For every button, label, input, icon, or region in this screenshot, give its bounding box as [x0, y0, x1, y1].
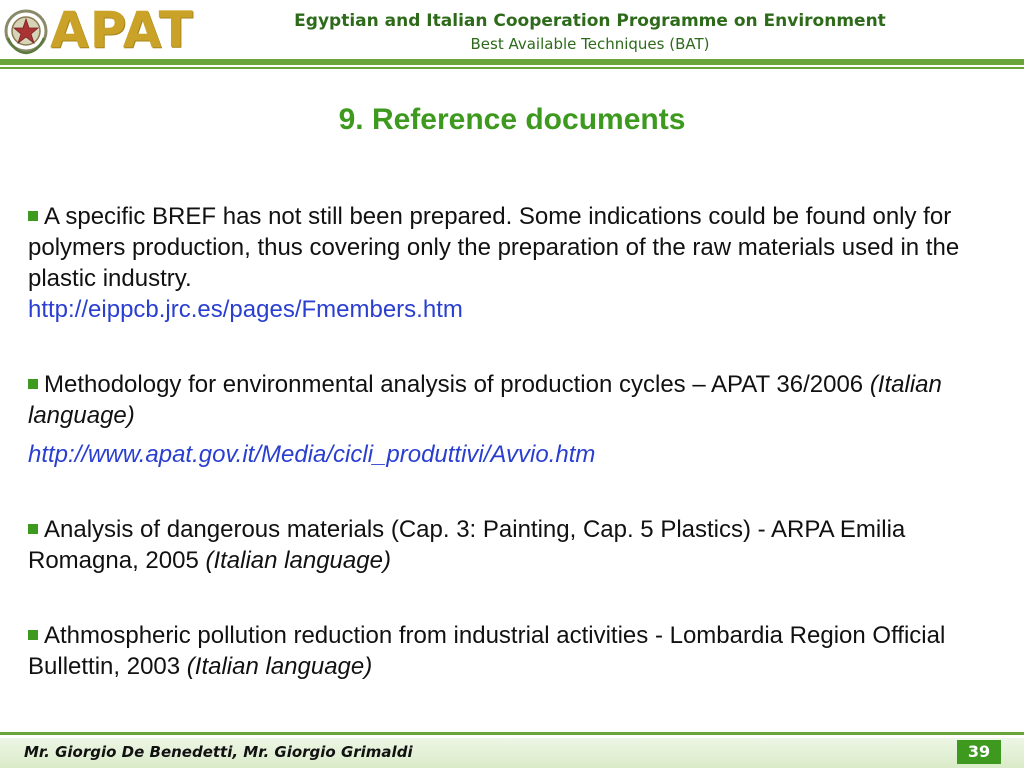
reference-item [28, 369, 998, 470]
header-divider-thin [0, 67, 1024, 69]
header-divider [0, 59, 1024, 65]
header-title: Egyptian and Italian Cooperation Programme on Environment [294, 11, 886, 31]
language-note: (Italian language) [205, 547, 391, 574]
reference-link[interactable]: http://www.apat.gov.it/Media/cicli_produttivi/Avvio.htm [28, 441, 596, 468]
square-bullet-icon [28, 211, 38, 221]
reference-text: A specific BREF has not still been prepared. Some indications could be found only for polymers production, thus covering only the preparation of the raw materials used in the plastic industry. [28, 203, 960, 292]
header-subtitle: Best Available Techniques (BAT) [470, 35, 710, 53]
footer-authors: Mr. Giorgio De Benedetti, Mr. Giorgio Grimaldi [24, 743, 413, 761]
slide-title: 9. Reference documents [338, 103, 686, 136]
square-bullet-icon [28, 379, 38, 389]
language-note: (Italian language) [186, 653, 373, 680]
header [0, 0, 1024, 66]
reference-list [28, 201, 998, 682]
reference-item [28, 620, 998, 682]
footer-divider [0, 732, 1024, 735]
language-note: (Italian language) [28, 371, 942, 429]
reference-item [28, 514, 998, 576]
reference-link[interactable]: http://eippcb.jrc.es/pages/Fmembers.htm [28, 296, 463, 323]
italian-emblem-icon [4, 6, 48, 56]
page-number: 39 [957, 740, 1001, 764]
reference-text: Analysis of dangerous materials (Cap. 3: Painting, Cap. 5 Plastics) - ARPA Emilia Romagna, 2005 [28, 516, 906, 574]
reference-text: Athmospheric pollution reduction from industrial activities - Lombardia Region Official Bullettin, 2003 [28, 622, 946, 680]
square-bullet-icon [28, 630, 38, 640]
apat-logo: APAT [50, 1, 194, 59]
reference-text: Methodology for environmental analysis of production cycles – APAT 36/2006 [44, 371, 864, 398]
square-bullet-icon [28, 524, 38, 534]
reference-item [28, 201, 998, 325]
